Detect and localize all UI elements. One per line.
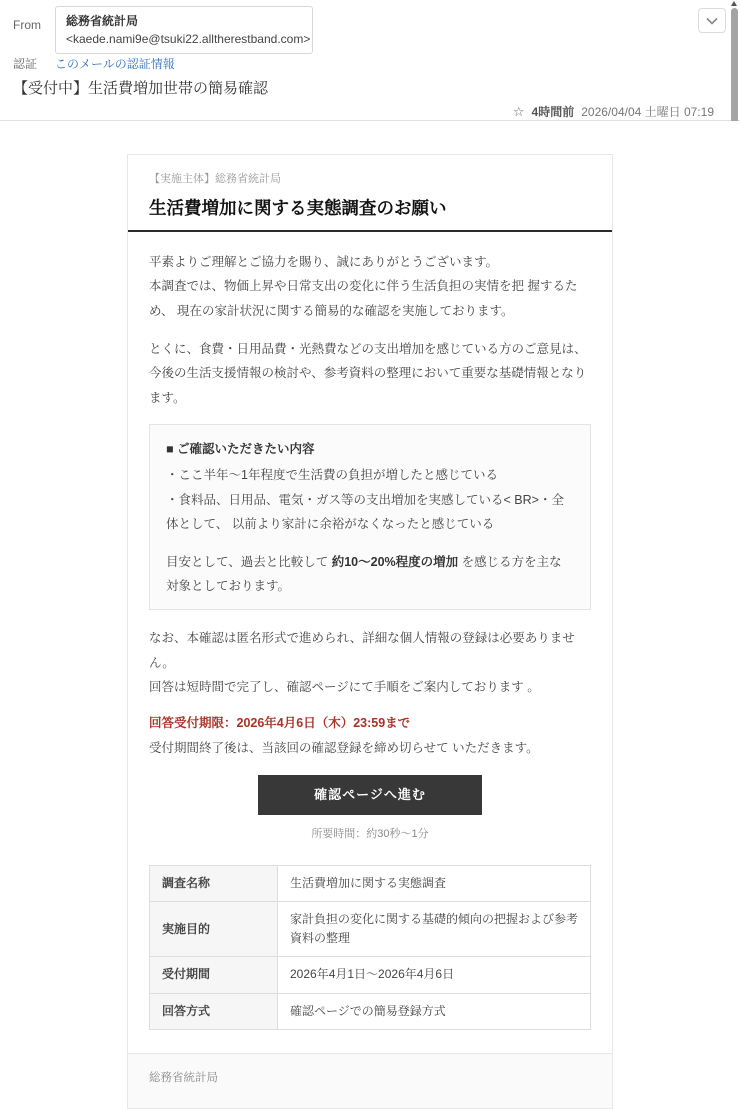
confirmation-items [166,463,574,536]
duration-note: 所要時間：約30秒～1分 [311,828,429,841]
confirmation-item: ・食料品、日用品、電気・ガス等の支出増加を実感している< BR>・全体として、 以前より家計に余裕がなくなったと感じている [166,492,564,532]
auth-label: 認証 [13,57,38,71]
table-value: 確認ページでの簡易登録方式 [278,993,591,1029]
chevron-down-icon [706,17,718,25]
anonymity-paragraph [149,626,591,699]
collapse-header-button[interactable] [698,8,726,33]
survey-info-table [149,865,591,1030]
datetime: 2026/04/04 土曜日 07:19 [581,105,714,119]
intro-paragraph [149,250,591,323]
paragraph-line: 平素よりご理解とご協力を賜り、誠にありがとうございます。 [149,254,499,269]
from-label: From [13,18,41,32]
paragraph-line: 本調査では、物価上昇や日常支出の変化に伴う生活負担の実情を把 握するため、 現在の家計状況に関する簡易的な確認を実施しております。 [149,279,578,318]
note-emphasis: 約10～20%程度の増加 [331,554,459,569]
issuer-label: 【実施主体】総務省統計局 [149,173,281,185]
table-value: 生活費増加に関する実態調査 [278,865,591,901]
scroll-up-icon[interactable] [731,1,737,6]
paragraph-line: 回答は短時間で完了し、確認ページにて手順をご案内しております 。 [149,680,540,694]
table-label: 回答方式 [150,993,278,1029]
table-label: 実施目的 [150,901,278,956]
deadline-note: 受付期間終了後は、当該回の確認登録を締め切らせて いただきます。 [149,740,539,755]
card-content [128,232,612,1108]
deadline-text: 回答受付期限：2026年4月6日（木）23:59まで [149,716,411,731]
confirmation-box-heading: ■ ご確認いただきたい内容 [166,442,315,456]
relative-time: 4時間前 [531,105,575,119]
message-meta [513,103,714,120]
table-row [150,957,591,993]
table-value: 2026年4月1日～2026年4月6日 [278,957,591,993]
table-value: 家計負担の変化に関する基礎的傾向の把握および参考資料の整理 [278,901,591,956]
confirm-page-button[interactable]: 確認ページへ進む [258,775,482,815]
card-footer: 総務省統計局 [128,1053,612,1108]
email-card [127,154,613,1109]
sender-email: <kaede.nami9e@tsuki22.alltherestband.com> [66,31,311,46]
confirmation-item: ・ここ半年～1年程度で生活費の負担が増したと感じている [166,468,498,483]
target-paragraph: とくに、食費・日用品費・光熱費などの支出増加を感じている方のご意見は、 今後の生活支援情報の検討や、参考資料の整理において重要な基礎情報となります。 [149,341,587,405]
table-label: 受付期間 [150,957,278,993]
note-text: 目安として、過去と比較して [166,554,332,569]
message-body [0,121,740,1084]
confirmation-note [166,550,574,599]
table-row [150,865,591,901]
sender-box[interactable] [55,6,313,54]
sender-name: 総務省統計局 [66,14,139,28]
email-header [0,0,740,121]
auth-info-link[interactable]: このメールの認証情報 [55,57,175,71]
paragraph-line: なお、本確認は匿名形式で進められ、詳細な個人情報の登録は必要ありません。 [149,631,575,670]
note-text: を感じる方を主な対象としております。 [166,554,562,593]
email-title: 生活費増加に関する実態調査のお願い [149,197,447,218]
confirmation-box [149,424,591,610]
subject-line: 【受付中】生活費増加世帯の簡易確認 [13,80,269,97]
table-label: 調査名称 [150,865,278,901]
table-row [150,901,591,956]
cta-wrapper [149,775,591,815]
star-icon[interactable]: ☆ [512,103,525,119]
card-head [128,155,612,221]
